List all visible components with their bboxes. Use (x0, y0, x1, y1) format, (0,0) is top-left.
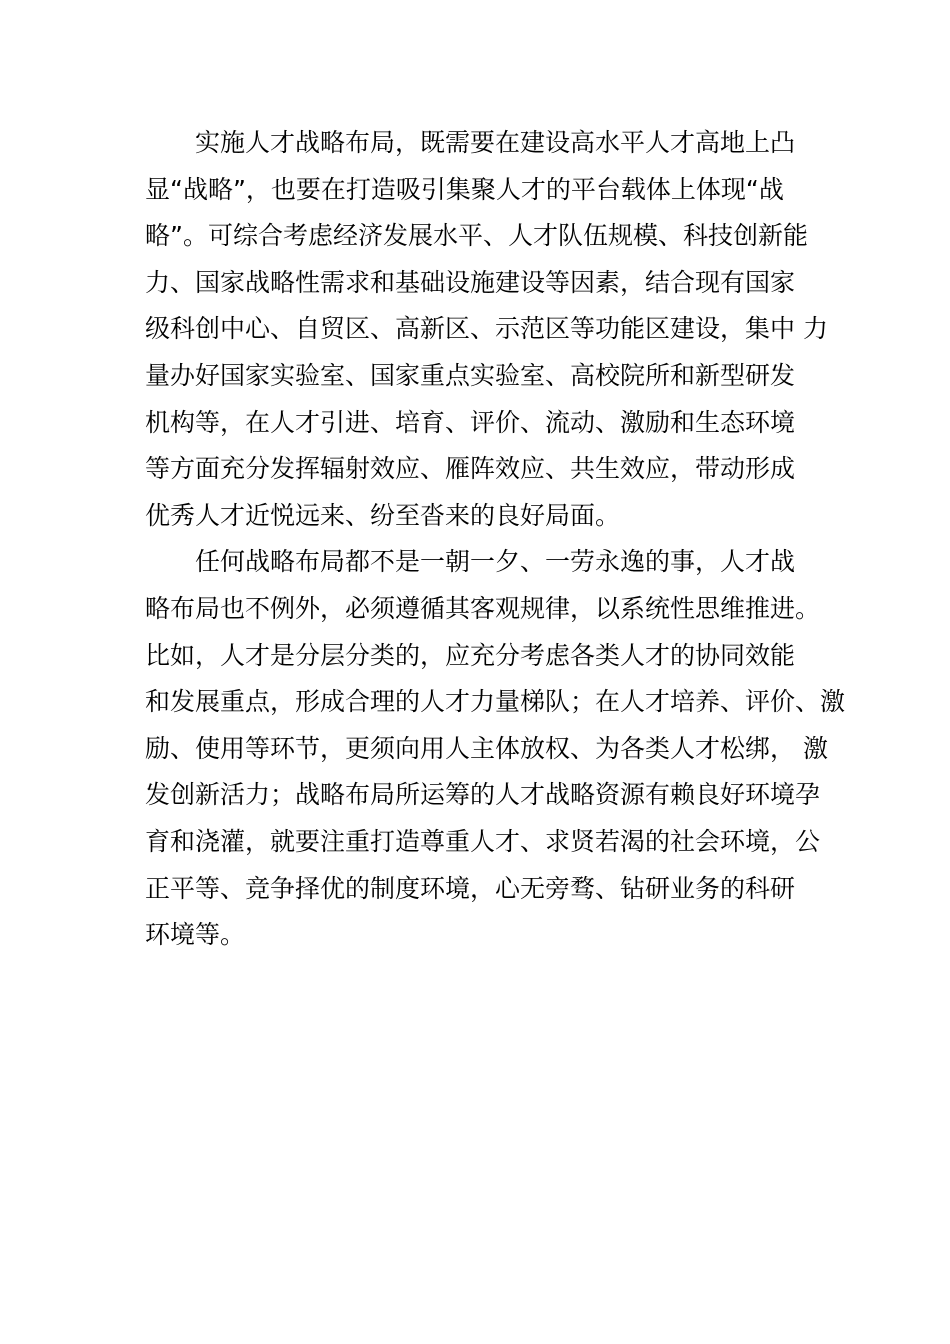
paragraph-2 (145, 539, 846, 958)
text-line: 略”。可综合考虑经济发展水平、人才队伍规模、科技创新能 (145, 221, 808, 251)
text-line: 任何战略布局都不是一朝一夕、一劳永逸的事，人才战 (195, 547, 796, 577)
text-line: 实施人才战略布局，既需要在建设高水平人才高地上凸 (195, 128, 796, 157)
text-line: 励、使用等环节，更须向用人主体放权、为各类人才松绑， 激 (145, 733, 828, 763)
text-line: 优秀人才近悦远来、纷至沓来的良好局面。 (145, 500, 621, 530)
text-line: 比如，人才是分层分类的，应充分考虑各类人才的协同效能 (145, 640, 796, 670)
text-line: 环境等。 (145, 920, 246, 950)
text-line: 力、国家战略性需求和基础设施建设等因素，结合现有国家 (145, 267, 796, 297)
paragraph-1 (145, 120, 828, 539)
text-line: 等方面充分发挥辐射效应、雁阵效应、共生效应，带动形成 (145, 454, 796, 484)
text-line: 发创新活力；战略布局所运筹的人才战略资源有赖良好环境孕 (145, 780, 821, 810)
text-line: 量办好国家实验室、国家重点实验室、高校院所和新型研发 (145, 360, 796, 390)
text-line: 显“战略”，也要在打造吸引集聚人才的平台载体上体现“战 (145, 174, 784, 204)
text-line: 略布局也不例外，必须遵循其客观规律，以系统性思维推进。 (145, 593, 821, 623)
text-line: 育和浇灌，就要注重打造尊重人才、求贤若渴的社会环境，公 (145, 826, 821, 856)
text-line: 级科创中心、自贸区、高新区、示范区等功能区建设，集中 力 (145, 314, 828, 344)
text-line: 机构等，在人才引进、培育、评价、流动、激励和生态环境 (145, 407, 796, 437)
text-line: 和发展重点，形成合理的人才力量梯队；在人才培养、评价、激 (145, 687, 846, 717)
text-line: 正平等、竞争择优的制度环境，心无旁骛、钻研业务的科研 (145, 873, 796, 903)
document-body (145, 120, 846, 959)
